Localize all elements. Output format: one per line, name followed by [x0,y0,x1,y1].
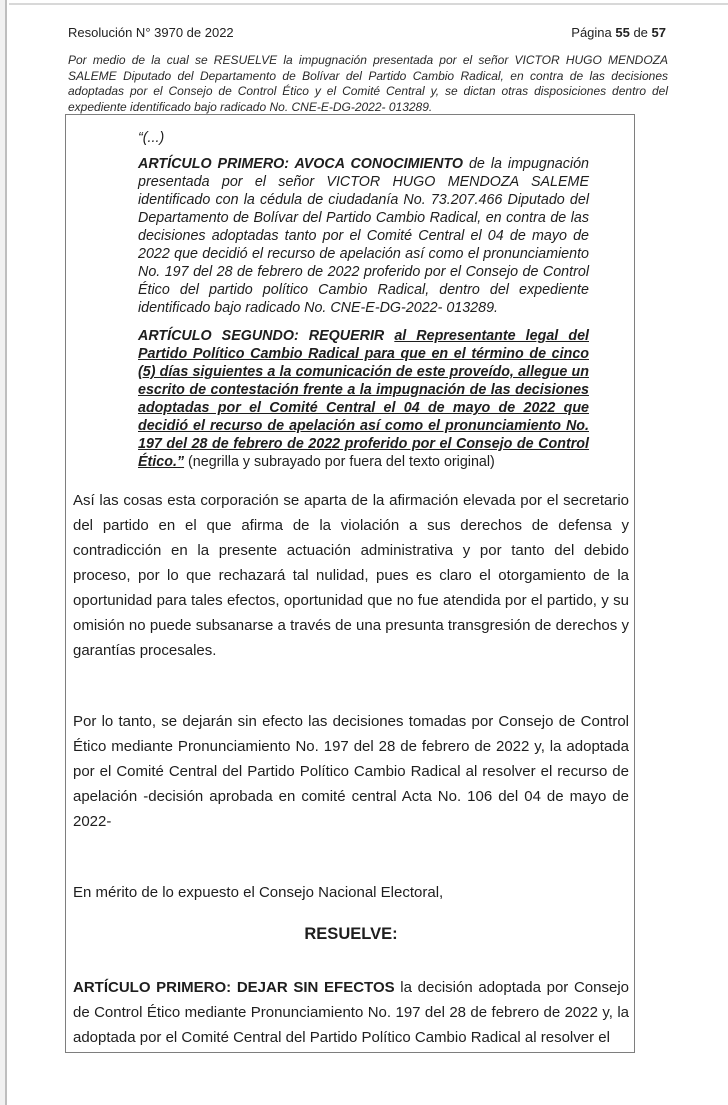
quoted-articulo-segundo-label: ARTÍCULO SEGUNDO: REQUERIR [138,328,395,344]
body-text-box [65,114,635,1053]
quoted-articulo-primero-label: ARTÍCULO PRIMERO: AVOCA CONOCIMIENTO [138,156,463,172]
resolution-number: Resolución N° 3970 de 2022 [68,25,234,40]
quoted-articulo-segundo [138,327,589,471]
articulo-primero-resolutivo-body: la decisión adoptada por Consejo de Control Ético mediante Pronunciamiento No. 197 del 28 de febrero de 2022 y, la adoptada por el Comité Central del Partido Político Cambio Radical al resolver el [73,979,629,1046]
quoted-articulo-segundo-note: (negrilla y subrayado por fuera del texto original) [184,454,495,470]
quoted-articulo-primero [138,155,589,317]
quoted-articulo-primero-body: de la impugnación presentada por el señor VICTOR HUGO MENDOZA SALEME identificado con la cédula de ciudadanía No. 73.207.466 Diputado del Departamento de Bolívar del Partido Cambio Radical, en contra de las decisiones adoptadas tanto por el Comité Central el 04 de mayo de 2022 que decidió el recurso de apelación así como el pronunciamiento No. 197 del 28 de febrero de 2022 proferido por el Consejo de Control Ético del partido político Cambio Radical, dentro del expediente identificado bajo radicado No. CNE-E-DG-2022- 013289. [138,156,589,316]
page-indicator [571,25,666,40]
resuelve-heading: RESUELVE: [304,925,398,943]
body-articulo-primero-resolutivo [73,975,629,1050]
body-paragraph-3: En mérito de lo expuesto el Consejo Nacional Electoral, [73,884,444,901]
page-header [68,25,666,40]
scan-edge-left-line [5,0,7,1105]
quote-opening-mark: “(...) [138,130,165,146]
scan-edge-top-line [9,3,728,5]
page-indicator-prefix: Página [571,25,616,40]
page-indicator-separator: de [629,25,652,40]
articulo-primero-resolutivo-label: ARTÍCULO PRIMERO: DEJAR SIN EFECTOS [73,979,395,996]
quoted-articulo-segundo-underlined: al Representante legal del Partido Político Cambio Radical para que en el término de cinco (5) días siguientes a la comunicación de este proveído, allegue un escrito de contestación frente a la impugnación de las decisiones adoptadas por el Comité Central el 04 de mayo de 2022 que decidió el recurso de apelación así como el pronunciamiento No. 197 del 28 de febrero de 2022 proferido por el Consejo de Control Ético.” [138,328,589,470]
resolution-subject: Por medio de la cual se RESUELVE la impugnación presentada por el señor VICTOR HUGO MENDOZA SALEME Diputado del Departamento de Bolívar del Partido Cambio Radical, en contra de las decisiones adoptadas por el Consejo de Control Ético y el Comité Central y, se dictan otras disposiciones dentro del expediente identificado bajo radicado No. CNE-E-DG-2022- 013289. [68,53,668,114]
page-current: 55 [615,25,630,40]
body-paragraph-2: Por lo tanto, se dejarán sin efecto las decisiones tomadas por Consejo de Control Ético mediante Pronunciamiento No. 197 del 28 de febrero de 2022 y, la adoptada por el Comité Central del Partido Político Cambio Radical al resolver el recurso de apelación -decisión aprobada en comité central Acta No. 106 del 04 de mayo de 2022- [73,713,629,830]
page-total: 57 [651,25,666,40]
body-paragraph-1: Así las cosas esta corporación se aparta de la afirmación elevada por el secretario del partido en el que afirma de la violación a sus derechos de defensa y contradicción en la presente actuación administrativa y por tanto del debido proceso, por lo que rechazará tal nulidad, pues es claro el otorgamiento de la oportunidad para tales efectos, oportunidad que no fue atendida por el partido, y su omisión no puede subsanarse a través de una presunta transgresión de derechos y garantías procesales. [73,492,629,659]
